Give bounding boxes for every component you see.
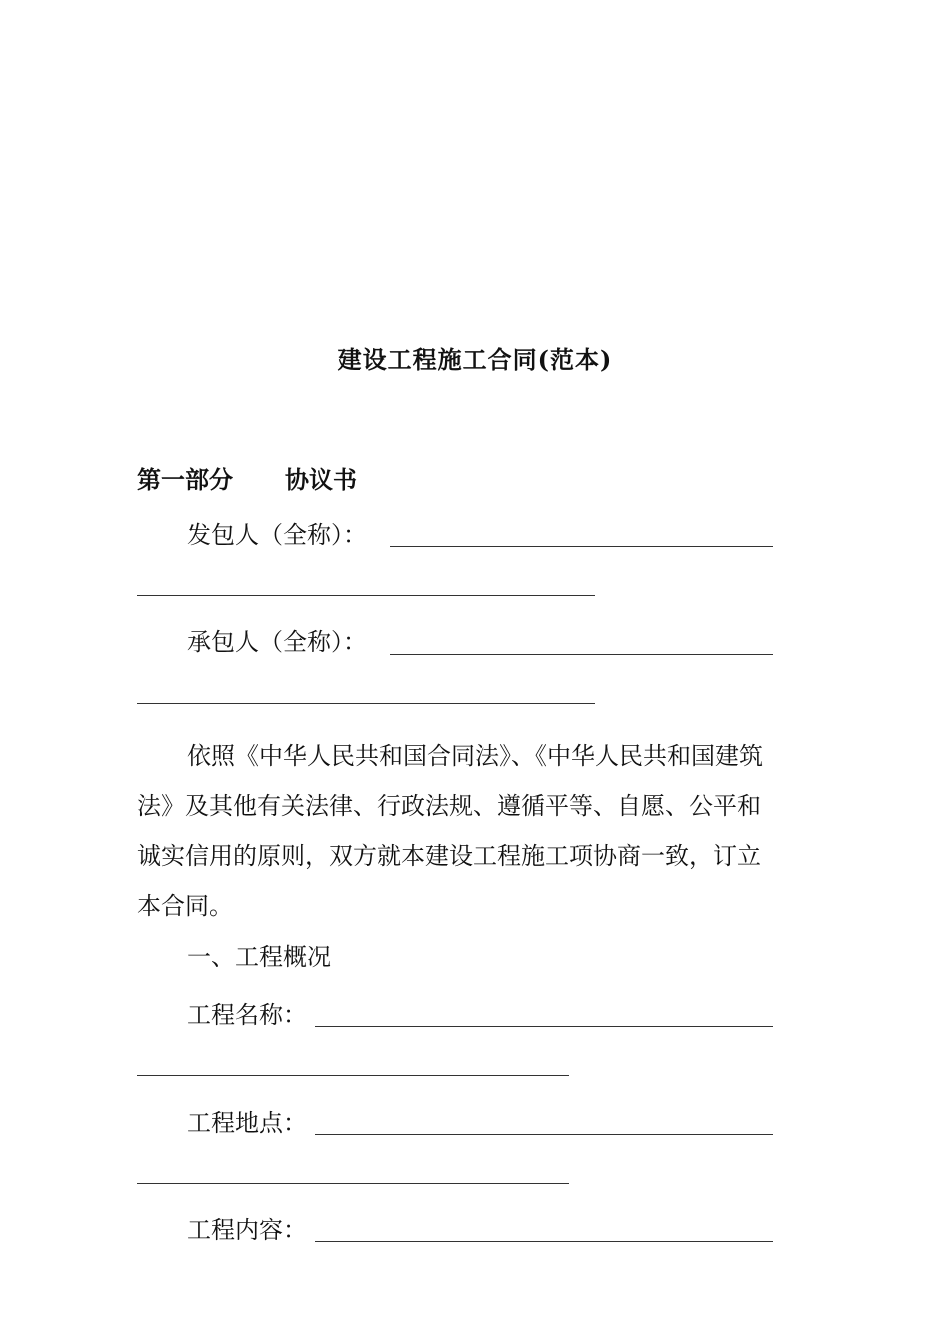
section-subtitle: 协议书 — [285, 465, 357, 494]
section-heading — [137, 460, 357, 495]
employer-name-line[interactable] — [390, 546, 773, 547]
project-name-line-2[interactable] — [137, 1075, 569, 1076]
project-content-line[interactable] — [315, 1241, 773, 1242]
contractor-name-line-2[interactable] — [137, 703, 595, 704]
project-content-label: 工程内容： — [187, 1216, 307, 1244]
section-title: 第一部分 — [137, 465, 233, 494]
project-name-label: 工程名称： — [187, 1001, 307, 1029]
project-location-line[interactable] — [315, 1134, 773, 1135]
contractor-name-line[interactable] — [390, 654, 773, 655]
project-location-line-2[interactable] — [137, 1183, 569, 1184]
overview-heading: 一、工程概况 — [187, 943, 331, 971]
intro-paragraph: 依照《中华人民共和国合同法》、《中华人民共和国建筑法》及其他有关法律、行政法规、遵循平等、自愿、公平和诚实信用的原则，双方就本建设工程施工项协商一致，订立本合同。 — [137, 742, 763, 920]
project-name-line[interactable] — [315, 1026, 773, 1027]
employer-name-line-2[interactable] — [137, 595, 595, 596]
employer-label: 发包人（全称）： — [187, 521, 367, 549]
contractor-label: 承包人（全称）： — [187, 628, 367, 656]
document-title: 建设工程施工合同(范本) — [337, 345, 613, 374]
project-location-label: 工程地点： — [187, 1109, 307, 1137]
